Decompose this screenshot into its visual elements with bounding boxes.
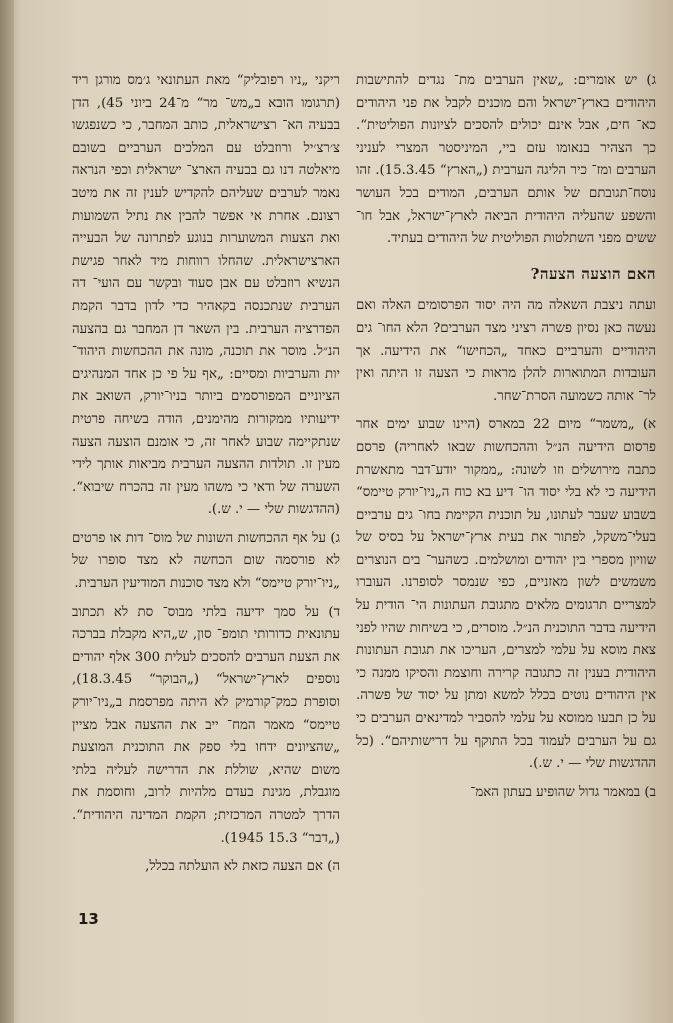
paragraph-new-republic: ריקני „ניו רפובליק“ מאת העתונאי ג׳מס מורגן ריד (תרגומו הובא ב„מש־ מר“ מ־24 ביוני 45), הדן בבעיה הא־ רצישראלית, כותב המחבר, כי כשנפגשו צ׳רצ׳יל ורוזבלט עם המלכים הערביים בשובם מיאלטה דנו גם בבעיה הארצ־ ישראלית וכפי הנראה נאמר לערבים שעליהם להקדיש לענין זה את מיטב רצונם. אחרת אי אפשר להבין את נתיל השמועות ואת הצעות המשוערות בנוגע לפתרונה של הבעייה הארצישראלית. שהחלו רווחות מיד לאחר פגישת הנשיא רוזבלט עם אבן סעוד ובקשר עם הועי־ דה הערבית שנתכנסה בקאהיר כדי לדון בדבר הקמת הפדרציה הערבית. בין השאר דן המחבר גם בהצעה הנ״ל. מוסר את תוכנה, מונה את ההכחשות היהוד־ יות והערביות ומסיים: „אף על פי כן אחד המנהיגים הציוניים המפורסמים ביותר בניו־יורק, השואב את ידיעותיו ממקורות מהימנים, הודה בשיחה פרטית שנתקיימה שבוע לאחר זה, כי אומנם הוצעה הצעה מעין זו. תולדות ההצעה הערבית מביאות אותך לידי השערה של ודאי כי משהו מעין זה בהכרח שיבוא“. (ההדגשות שלי — י. ש.).: [72, 73, 340, 518]
paragraph-bet: ב) במאמר גדול שהופיע בעתון האמ־: [470, 784, 656, 800]
paragraph-he: ה) אם הצעה כזאת לא הועלתה בכלל,: [145, 859, 340, 875]
page-number: 13: [78, 910, 99, 928]
paragraph-dalet: ד) על סמך ידיעה בלתי מבוס־ סת לא תכתוב עתונאית כדורותי תומפ־ סון, ש„היא מקבלת בברכה את הצעת הערבים להסכים לעלית 300 אלף יהודים נוספים לארץ־ישראל“ („הבוקר“ 18.3.45), וסופרת כמק־קורמיק לא היתה מפרסמת ב„ניו־יורק טיימס“ מאמר המח־ ייב את ההצעה אבל מציין „שהציונים ידחו בלי ספק את התוכנית המוצעת משום שהיא, שוללת את הדרישה לעליה בלתי מוגבלת, מגינת בעדם מלהיות לרוב, וחוסמת את הדרך למטרה המרכזית; הקמת המדינה היהודית“. („דבר“ 15.3 1945).: [72, 604, 340, 846]
paragraph-gimel-left: ג) על אף ההכחשות השונות של מוס־ דות או פרטים לא פורסמה שום הכחשה לא מצד סופרו של „ניו־יורק טיימס“ ולא מצד סוכנות המודיעין הערבית.: [72, 530, 340, 592]
paragraph-alef: א) „משמר“ מיום 22 במארס (היינו שבוע ימים אחר פרסום הידיעה הנ״ל וההכחשות שבאו לאחריה) פרסם כתבה מירושלים וזו לשונה: „ממקור יודע־דבר מתאשרת הידיעה כי לא בלי יסוד הו־ דיע בא כוח ה„ניו־יורק טיימס“ בשבוע שעבר לעתונו, על תוכנית הקיימת בחו־ גים ערביים בעלי־משקל, לפתור את בעית ארץ־ישראל על בסיס של שוויון מספרי בין יהודים ומושלמים. כשהער־ בים הנוצרים משמשים לשון מאזניים, כפי שנמסר לסופרנו. העוברו למצריים תרגומים מלאים מתגובת העתונות הי־ הודית על הידיעה בדבר התוכנית הנ״ל. מוסרים, כי בשיחות שהיו לפני צאת מוסא על עלמי למצרים, העריכו את תגובת העתונות היהודית בענין זה כתגובה קרירה וחוצמת והסיקו ממנה כי אין היהודים נוטים בכלל למשא ומתן על יסוד של פשרה. על כן תבעו ממוסא על עלמי להסביר למדינאים הערבים כי גם על הערבים לעמוד בכל התוקף על דרישותיהם“. (כל ההדגשות שלי — י. ש.).: [356, 417, 656, 772]
paragraph-gimel-right: ג) יש אומרים: „שאין הערבים מת־ נגדים להתישבות היהודים בארץ־ישראל והם מוכנים לקבל את פני היהודים כא־ חים, אבל אינם יכולים להסכים לציונות הפוליטית“. כך הצהיר בנאומו עזם ביי, המיניסטר המצרי לעניני הערבים ומז־ כיר הליגה הערבית („הארץ“ 15.3.45). זהו נוסח־תגובתם של אותם הערבים, המודים בכל העושר והשפע שהעליה היהודית הביאה לארץ־ישראל, אבל חו־ ששים מפני השתלטות הפוליטית של היהודים בעתיד.: [356, 73, 656, 247]
paragraph-question: ועתה ניצבת השאלה מה היה יסוד הפרסומים האלה ואם נעשה כאן נסיון פשרה רציני מצד הערבים? הלא החו־ גים היהודיים והערביים כאחד „הכחישו“ את הידיעה. אך העובדות המתוארות להלן מראות כי הצעה זו היתה ואין לר־ אותה כשמועה הסרת־שחר.: [356, 298, 656, 404]
book-spine-shadow: [0, 0, 14, 1023]
section-heading: האם הוצעה הצעה?: [530, 264, 656, 283]
right-text-column: [356, 70, 656, 900]
left-text-column: [72, 70, 340, 900]
